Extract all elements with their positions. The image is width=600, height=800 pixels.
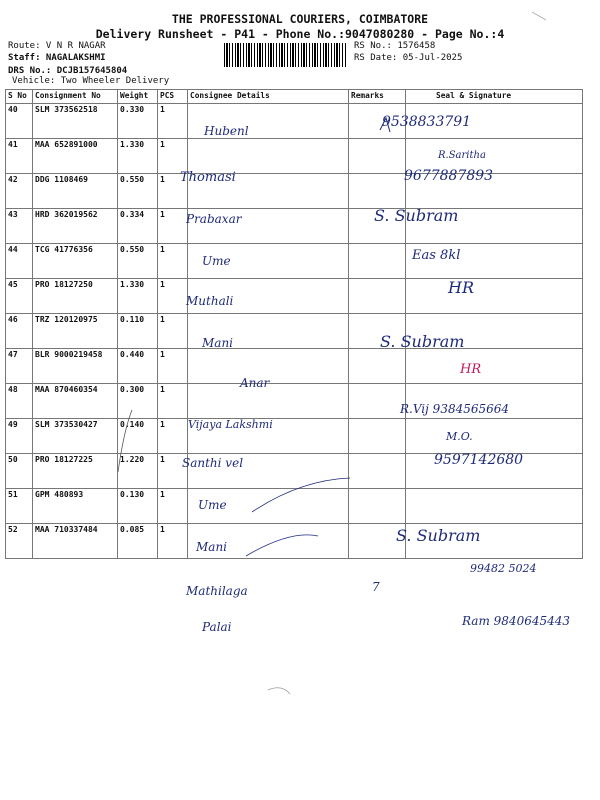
row-pcs: 1 (158, 279, 188, 314)
consignee-hw: Palai (202, 620, 232, 634)
row-consignment: HRD 362019562 (33, 209, 118, 244)
consignee-hw: Mathilaga (186, 584, 248, 598)
consignee-hw: Mani (196, 540, 228, 554)
signature: 99482 5024 (470, 562, 537, 575)
row-consignment: GPM 480893 (33, 489, 118, 524)
row-consignment: PRO 18127225 (33, 454, 118, 489)
row-consignment: DDG 1108469 (33, 174, 118, 209)
row-pcs: 1 (158, 454, 188, 489)
col-pcs: PCS (158, 90, 188, 104)
row-weight: 1.330 (118, 279, 158, 314)
row-pcs: 1 (158, 349, 188, 384)
consignee-hw: Anar (240, 376, 270, 390)
signature: HR (460, 362, 482, 377)
row-weight: 0.140 (118, 419, 158, 454)
consignee-hw: Ume (198, 498, 227, 512)
row-weight: 0.440 (118, 349, 158, 384)
signature: S. Subram (374, 206, 459, 225)
row-sno: 43 (6, 209, 33, 244)
row-consignment: TCG 41776356 (33, 244, 118, 279)
col-seal: Seal & Signature (406, 90, 583, 104)
rs-date: RS Date: 05-Jul-2025 (354, 53, 463, 63)
staff-label: Staff: NAGALAKSHMI (8, 53, 106, 63)
page-title: THE PROFESSIONAL COURIERS, COIMBATORE (171, 12, 429, 26)
page-subtitle: Delivery Runsheet - P41 - Phone No.:9047080280 - Page No.:4 (95, 27, 505, 41)
signature: 9597142680 (434, 452, 524, 468)
row-sno: 51 (6, 489, 33, 524)
row-weight: 0.550 (118, 244, 158, 279)
consignee-hw: Vijaya Lakshmi (188, 418, 273, 431)
row-weight: 0.110 (118, 314, 158, 349)
row-pcs: 1 (158, 384, 188, 419)
drs-label: DRS No.: DCJB157645804 (8, 66, 128, 76)
row-pcs: 1 (158, 174, 188, 209)
row-sno: 48 (6, 384, 33, 419)
consignee-hw: Thomasi (180, 170, 236, 185)
row-weight: 0.300 (118, 384, 158, 419)
row-pcs: 1 (158, 139, 188, 174)
row-weight: 0.130 (118, 489, 158, 524)
row-sno: 50 (6, 454, 33, 489)
row-sno: 47 (6, 349, 33, 384)
row-consignment: SLM 373562518 (33, 104, 118, 139)
remark-mark: 7 (372, 580, 380, 594)
col-weight: Weight (118, 90, 158, 104)
row-consignment: MAA 870460354 (33, 384, 118, 419)
col-consignment: Consignment No (33, 90, 118, 104)
signature: R.Vij 9384565664 (400, 402, 510, 416)
row-pcs: 1 (158, 419, 188, 454)
signature: S. Subram (380, 332, 465, 351)
row-pcs: 1 (158, 104, 188, 139)
consignee-hw: Hubenl (204, 124, 249, 138)
row-sno: 52 (6, 524, 33, 559)
col-sno: S No (6, 90, 33, 104)
row-pcs: 1 (158, 244, 188, 279)
col-remarks: Remarks (349, 90, 406, 104)
consignee-hw: Santhi vel (182, 456, 244, 470)
row-consignment: TRZ 120120975 (33, 314, 118, 349)
consignee-hw: Ume (202, 254, 231, 268)
signature: M.O. (446, 430, 473, 443)
row-weight: 1.330 (118, 139, 158, 174)
row-consignment: PRO 18127250 (33, 279, 118, 314)
row-sno: 49 (6, 419, 33, 454)
row-sno: 44 (6, 244, 33, 279)
consignee-hw: Muthali (186, 294, 234, 308)
row-consignment: SLM 373530427 (33, 419, 118, 454)
row-sno: 41 (6, 139, 33, 174)
row-sno: 46 (6, 314, 33, 349)
vehicle-label: Vehicle: Two Wheeler Delivery (12, 76, 170, 86)
signature: 9677887893 (404, 168, 494, 184)
signature: Eas 8kl (412, 248, 461, 263)
row-pcs: 1 (158, 489, 188, 524)
signature: S. Subram (396, 526, 481, 545)
row-consignment: MAA 710337484 (33, 524, 118, 559)
row-weight: 0.085 (118, 524, 158, 559)
row-pcs: 1 (158, 524, 188, 559)
route-label: Route: V N R NAGAR (8, 41, 106, 51)
col-consignee: Consignee Details (188, 90, 349, 104)
row-sno: 40 (6, 104, 33, 139)
row-weight: 0.330 (118, 104, 158, 139)
signature: Ram 9840645443 (462, 614, 571, 628)
consignee-hw: Mani (202, 336, 234, 350)
row-weight: 0.334 (118, 209, 158, 244)
row-weight: 1.220 (118, 454, 158, 489)
row-consignment: BLR 9000219458 (33, 349, 118, 384)
row-sno: 45 (6, 279, 33, 314)
signature: R.Saritha (438, 150, 486, 161)
rs-number: RS No.: 1576458 (354, 41, 436, 51)
row-sno: 42 (6, 174, 33, 209)
consignee-hw: Prabaxar (186, 212, 242, 226)
row-pcs: 1 (158, 314, 188, 349)
signature: 9538833791 (382, 114, 472, 130)
row-pcs: 1 (158, 209, 188, 244)
row-weight: 0.550 (118, 174, 158, 209)
signature: HR (448, 278, 474, 297)
row-consignment: MAA 652891000 (33, 139, 118, 174)
